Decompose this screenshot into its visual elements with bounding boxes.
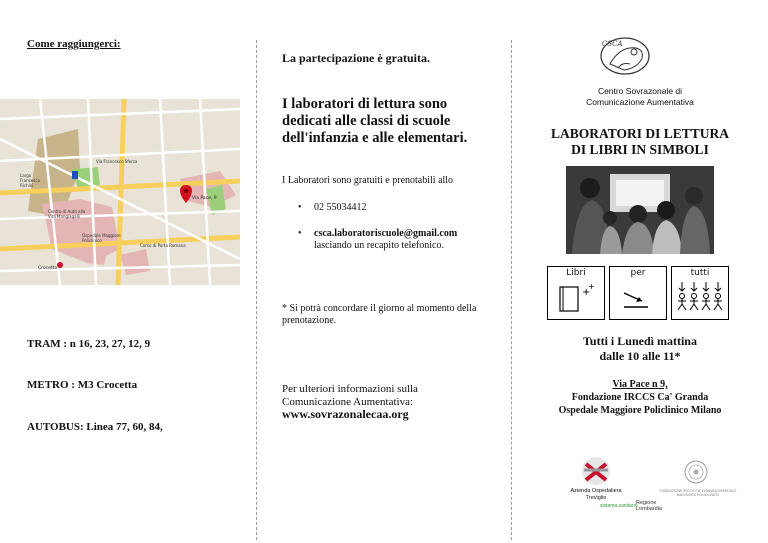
location [512,378,768,417]
free-participation: La partecipazione è gratuita. [282,51,430,65]
panel-divider-left [256,40,257,540]
photo-graphic [566,166,714,254]
symbol-label-tutti: tutti [690,268,710,278]
schedule-time: dalle 10 alle 11* [599,349,681,363]
tram-info: TRAM : n 16, 23, 27, 12, 9 [27,338,151,350]
center-name-line-2: Comunicazione Aumentativa [586,97,694,107]
left-panel [0,0,255,543]
schedule [512,334,768,364]
title-line-2: DI LIBRI IN SIMBOLI [571,142,709,157]
symbol-label-per: per [630,268,646,278]
info-line-2: Comunicazione Aumentativa: [282,395,414,408]
booking-intro: I Laboratori sono gratuiti e prenotabili allo [282,175,454,186]
phone-number[interactable]: 02 55034412 [314,202,367,213]
map-graphic [0,99,240,285]
address: Via Pace n 9, [612,379,668,390]
region-logo-name [636,500,662,512]
middle-panel [258,0,510,543]
brochure-title [512,126,768,158]
hospital-logo-line-2: Treviglio [585,495,607,501]
csca-logo-text: CSCA [602,40,623,48]
children-reading-photo [566,166,714,254]
directions-heading: Come raggiungerci: [27,38,121,50]
csca-logo [596,34,654,80]
map-label-porta-romana: Corso di Porta Romana [140,243,186,248]
info-line-1: Per ulteriori informazioni sulla [282,383,418,395]
map-label-policlinico: Ospedale Maggiore Policlinico [82,233,121,243]
bus-info: AUTOBUS: Linea 77, 60, 84, [27,421,163,433]
symbol-card-per [609,266,667,320]
email-note: lasciando un recapito telefonico. [314,240,444,251]
map-label-sforza: Via Francesco Sforza [96,159,138,164]
workshop-headline: I laboratori di lettura sono dedicati alle classi di scuole dell'infanzia e alle elementari. [282,96,468,146]
title-line-1: LABORATORI DI LETTURA [550,126,730,141]
place-line-1: Fondazione IRCCS Ca' Granda [571,392,709,403]
scheduling-note: * Si potrà concordare il giorno al momento della prenotazione. [282,303,477,326]
center-name [512,86,768,108]
website-link[interactable]: www.sovrazonalecaa.org [282,407,409,421]
csca-logo-icon [596,34,654,80]
more-info [282,383,482,421]
region-logo [600,500,662,512]
map-label-mangiagalli: Centro di Auto alla Vita Mangiagalli [48,209,86,219]
location-map[interactable] [0,99,240,285]
center-name-line-1: Centro Sovrazonale di [597,86,683,96]
foundation-logo [658,460,738,500]
region-logo-line-2: Lombardia [636,506,662,512]
symbol-card-tutti [671,266,729,320]
metro-info: METRO : M3 Crocetta [27,379,138,391]
map-label-largo: Largo Francesco Richini [20,173,41,188]
foundation-seal-icon [658,460,738,488]
map-label-crocetta: Crocetta [38,266,58,271]
region-logo-left: sistema sanitario [600,503,638,509]
region-logo-line-1: Regione [636,500,657,506]
svg-text:+: + [588,282,595,291]
foundation-logo-text: FONDAZIONE IRCCS CA' GRANDA OSPEDALE MAGGIORE POLICLINICO [659,489,737,497]
hospital-logo-line-1: Azienda Ospedaliera [570,488,622,494]
email-link[interactable]: csca.laboratoriscuole@gmail.com [314,228,458,239]
bullet-icon: • [298,202,302,213]
svg-text:+: + [582,287,591,298]
right-panel [512,0,768,543]
map-label-via-pace: Via Pace, 9 [192,196,217,201]
symbol-card-libri [547,266,605,320]
symbol-strip [547,266,729,320]
place-line-2: Ospedale Maggiore Policlinico Milano [558,405,722,416]
bullet-icon: • [298,228,302,239]
symbol-label-libri: Libri [566,268,586,278]
schedule-day: Tutti i Lunedì mattina [583,334,697,348]
hospital-logo-icon [556,456,636,488]
